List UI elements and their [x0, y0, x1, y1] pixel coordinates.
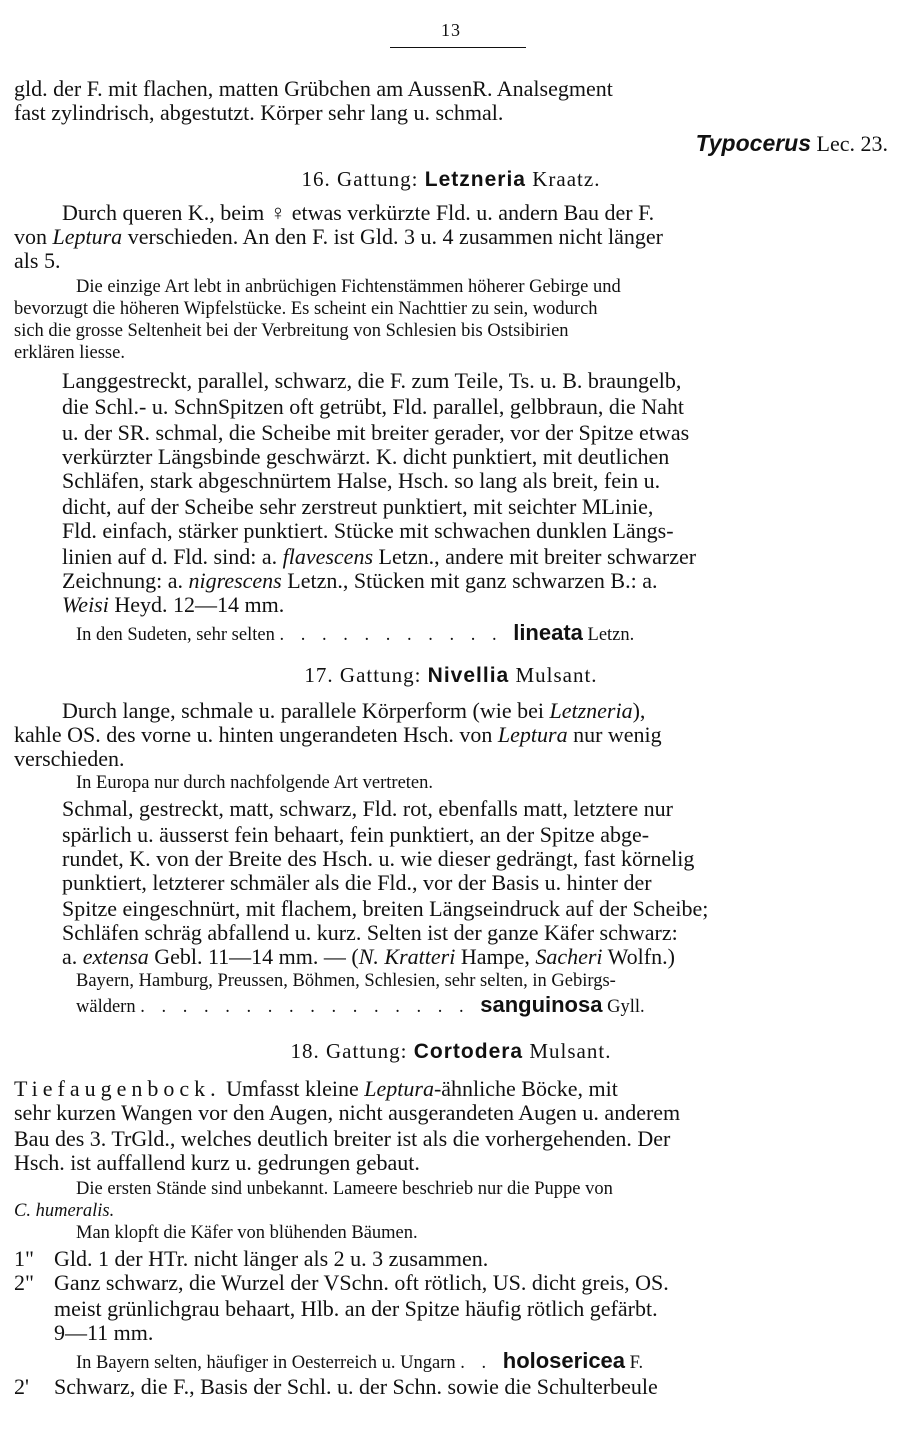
text-line: Durch lange, schmale u. parallele Körperform (wie bei Letzneria),	[62, 698, 646, 723]
description-line: rundet, K. von der Breite des Hsch. u. wie dieser gedrängt, fast körnelig	[62, 846, 695, 871]
genus-heading-17	[14, 662, 888, 689]
italic-name: flavescens	[282, 544, 373, 569]
genus-name: Letzneria	[424, 168, 526, 191]
genus-author: Lec. 23.	[811, 131, 888, 156]
distribution-line: In Bayern selten, häufiger in Oesterreich u. Ungarn . . holosericea F.	[76, 1350, 644, 1373]
text-line: kahle OS. des vorne u. hinten ungerandeten Hsch. von Leptura nur wenig	[14, 722, 662, 747]
text-line: sehr kurzen Wangen vor den Augen, nicht ausgerandeten Augen u. anderem	[14, 1100, 681, 1125]
leader-dots: . .	[460, 1353, 503, 1373]
description-line: Schläfen, stark abgeschnürtem Halse, Hsch. so lang als breit, fein u.	[62, 468, 661, 493]
distribution-line: Bayern, Hamburg, Preussen, Böhmen, Schlesien, sehr selten, in Gebirgs-	[76, 971, 616, 991]
genus-number: 18. Gattung:	[290, 1039, 414, 1063]
key-number: 1"	[14, 1246, 34, 1271]
genus-author: Mulsant.	[523, 1039, 612, 1063]
species-name: holosericea	[502, 1350, 626, 1373]
genus-number: 16. Gattung:	[301, 167, 425, 191]
text-line: fast zylindrisch, abgestutzt. Körper sehr lang u. schmal.	[14, 100, 504, 125]
description-line: dicht, auf der Scheibe sehr zerstreut punktiert, mit seichter MLinie,	[62, 494, 654, 519]
description-line: Schläfen schräg abfallend u. kurz. Selten ist der ganze Käfer schwarz:	[62, 920, 678, 945]
species-name: lineata	[513, 622, 583, 645]
description-line: Langgestreckt, parallel, schwarz, die F. zum Teile, Ts. u. B. braungelb,	[62, 368, 682, 393]
text-line: gld. der F. mit flachen, matten Grübchen am AussenR. Analsegment	[14, 76, 613, 101]
small-text-line: Die einzige Art lebt in anbrüchigen Fichtenstämmen höherer Gebirge und	[76, 277, 621, 297]
leader-dots: . . . . . . . . . . . . . . . .	[140, 997, 481, 1017]
description-line: u. der SR. schmal, die Scheibe mit breiter gerader, vor der Spitze etwas	[62, 420, 690, 445]
description-line: Zeichnung: a. nigrescens Letzn., Stücken mit ganz schwarzen B.: a.	[62, 568, 658, 593]
leader-dots: . . . . . . . . . . .	[279, 625, 514, 645]
small-text-line: Die ersten Stände sind unbekannt. Lameere beschrieb nur die Puppe von	[76, 1179, 613, 1199]
key-line: 1" Gld. 1 der HTr. nicht länger als 2 u. 3 zusammen.	[14, 1246, 489, 1271]
description-line: Fld. einfach, stärker punktiert. Stücke mit schwachen dunklen Längs-	[62, 518, 674, 543]
text-line: Bau des 3. TrGld., welches deutlich breiter ist als die vorhergehenden. Der	[14, 1126, 671, 1151]
small-text-line: In Europa nur durch nachfolgende Art vertreten.	[76, 773, 434, 793]
italic-name: nigrescens	[188, 568, 282, 593]
key-number: 2'	[14, 1374, 29, 1399]
genus-reference	[14, 130, 888, 157]
small-text-line: sich die grosse Seltenheit bei der Verbreitung von Schlesien bis Ostsibirien	[14, 321, 569, 341]
genus-name: Nivellia	[427, 664, 510, 687]
text-line: verschieden.	[14, 746, 125, 771]
small-text-line: C. humeralis.	[14, 1201, 115, 1221]
description-line: a. extensa Gebl. 11—14 mm. — (N. Kratteri Hampe, Sacheri Wolfn.)	[62, 944, 675, 969]
text-line: Tiefaugenbock. Umfasst kleine Leptura-ähnliche Böcke, mit	[14, 1076, 618, 1101]
description-line: verkürzter Längsbinde geschwärzt. K. dicht punktiert, mit deutlichen	[62, 444, 670, 469]
genus-author: Mulsant.	[509, 663, 598, 687]
description-line: Schmal, gestreckt, matt, schwarz, Fld. rot, ebenfalls matt, letztere nur	[62, 796, 673, 821]
description-line: Spitze eingeschnürt, mit flachem, breiten Längseindruck auf der Scheibe;	[62, 896, 709, 921]
text-line: Hsch. ist auffallend kurz u. gedrungen gebaut.	[14, 1150, 420, 1175]
header-rule	[390, 47, 526, 48]
text-line: Durch queren K., beim ♀ etwas verkürzte Fld. u. andern Bau der F.	[62, 200, 655, 225]
key-line: meist grünlichgrau behaart, Hlb. an der Spitze häufig rötlich gefärbt.	[54, 1296, 658, 1321]
species-name: sanguinosa	[480, 994, 603, 1017]
genus-name: Typocerus	[695, 130, 812, 156]
description-line: linien auf d. Fld. sind: a. flavescens Letzn., andere mit breiter schwarzer	[62, 544, 697, 569]
distribution-line: In den Sudeten, sehr selten . . . . . . . . . . . lineata Letzn.	[76, 622, 635, 645]
genus-heading-16	[14, 166, 888, 193]
key-number: 2"	[14, 1270, 34, 1295]
key-line: 2' Schwarz, die F., Basis der Schl. u. der Schn. sowie die Schulterbeule	[14, 1374, 658, 1399]
italic-genus: Leptura	[497, 722, 568, 747]
genus-number: 17. Gattung:	[304, 663, 428, 687]
page-number: 13	[441, 20, 461, 40]
italic-genus: Leptura	[52, 224, 123, 249]
italic-name: Weisi	[62, 592, 109, 617]
distribution-line: wäldern . . . . . . . . . . . . . . . . sanguinosa Gyll.	[76, 994, 645, 1017]
spaced-term: Tiefaugenbock.	[14, 1076, 221, 1101]
description-line: die Schl.- u. SchnSpitzen oft getrübt, Fld. parallel, gelbbraun, die Naht	[62, 394, 684, 419]
genus-name: Cortodera	[413, 1040, 524, 1063]
genus-author: Kraatz.	[525, 167, 601, 191]
key-line: 2" Ganz schwarz, die Wurzel der VSchn. oft rötlich, US. dicht greis, OS.	[14, 1270, 669, 1295]
small-text-line: erklären liesse.	[14, 343, 125, 363]
italic-genus: Letzneria	[549, 698, 633, 723]
description-line: spärlich u. äusserst fein behaart, fein punktiert, an der Spitze abge-	[62, 822, 650, 847]
description-line: punktiert, letzterer schmäler als die Fld., vor der Basis u. hinter der	[62, 870, 652, 895]
description-line: Weisi Heyd. 12—14 mm.	[62, 592, 285, 617]
text-line: als 5.	[14, 248, 61, 273]
text-line: von Leptura verschieden. An den F. ist Gld. 3 u. 4 zusammen nicht länger	[14, 224, 663, 249]
italic-genus: Leptura	[364, 1076, 434, 1101]
small-text-line: bevorzugt die höheren Wipfelstücke. Es scheint ein Nachttier zu sein, wodurch	[14, 299, 598, 319]
genus-heading-18	[14, 1038, 888, 1065]
small-text-line: Man klopft die Käfer von blühenden Bäumen.	[76, 1223, 418, 1243]
key-line: 9—11 mm.	[54, 1320, 154, 1345]
